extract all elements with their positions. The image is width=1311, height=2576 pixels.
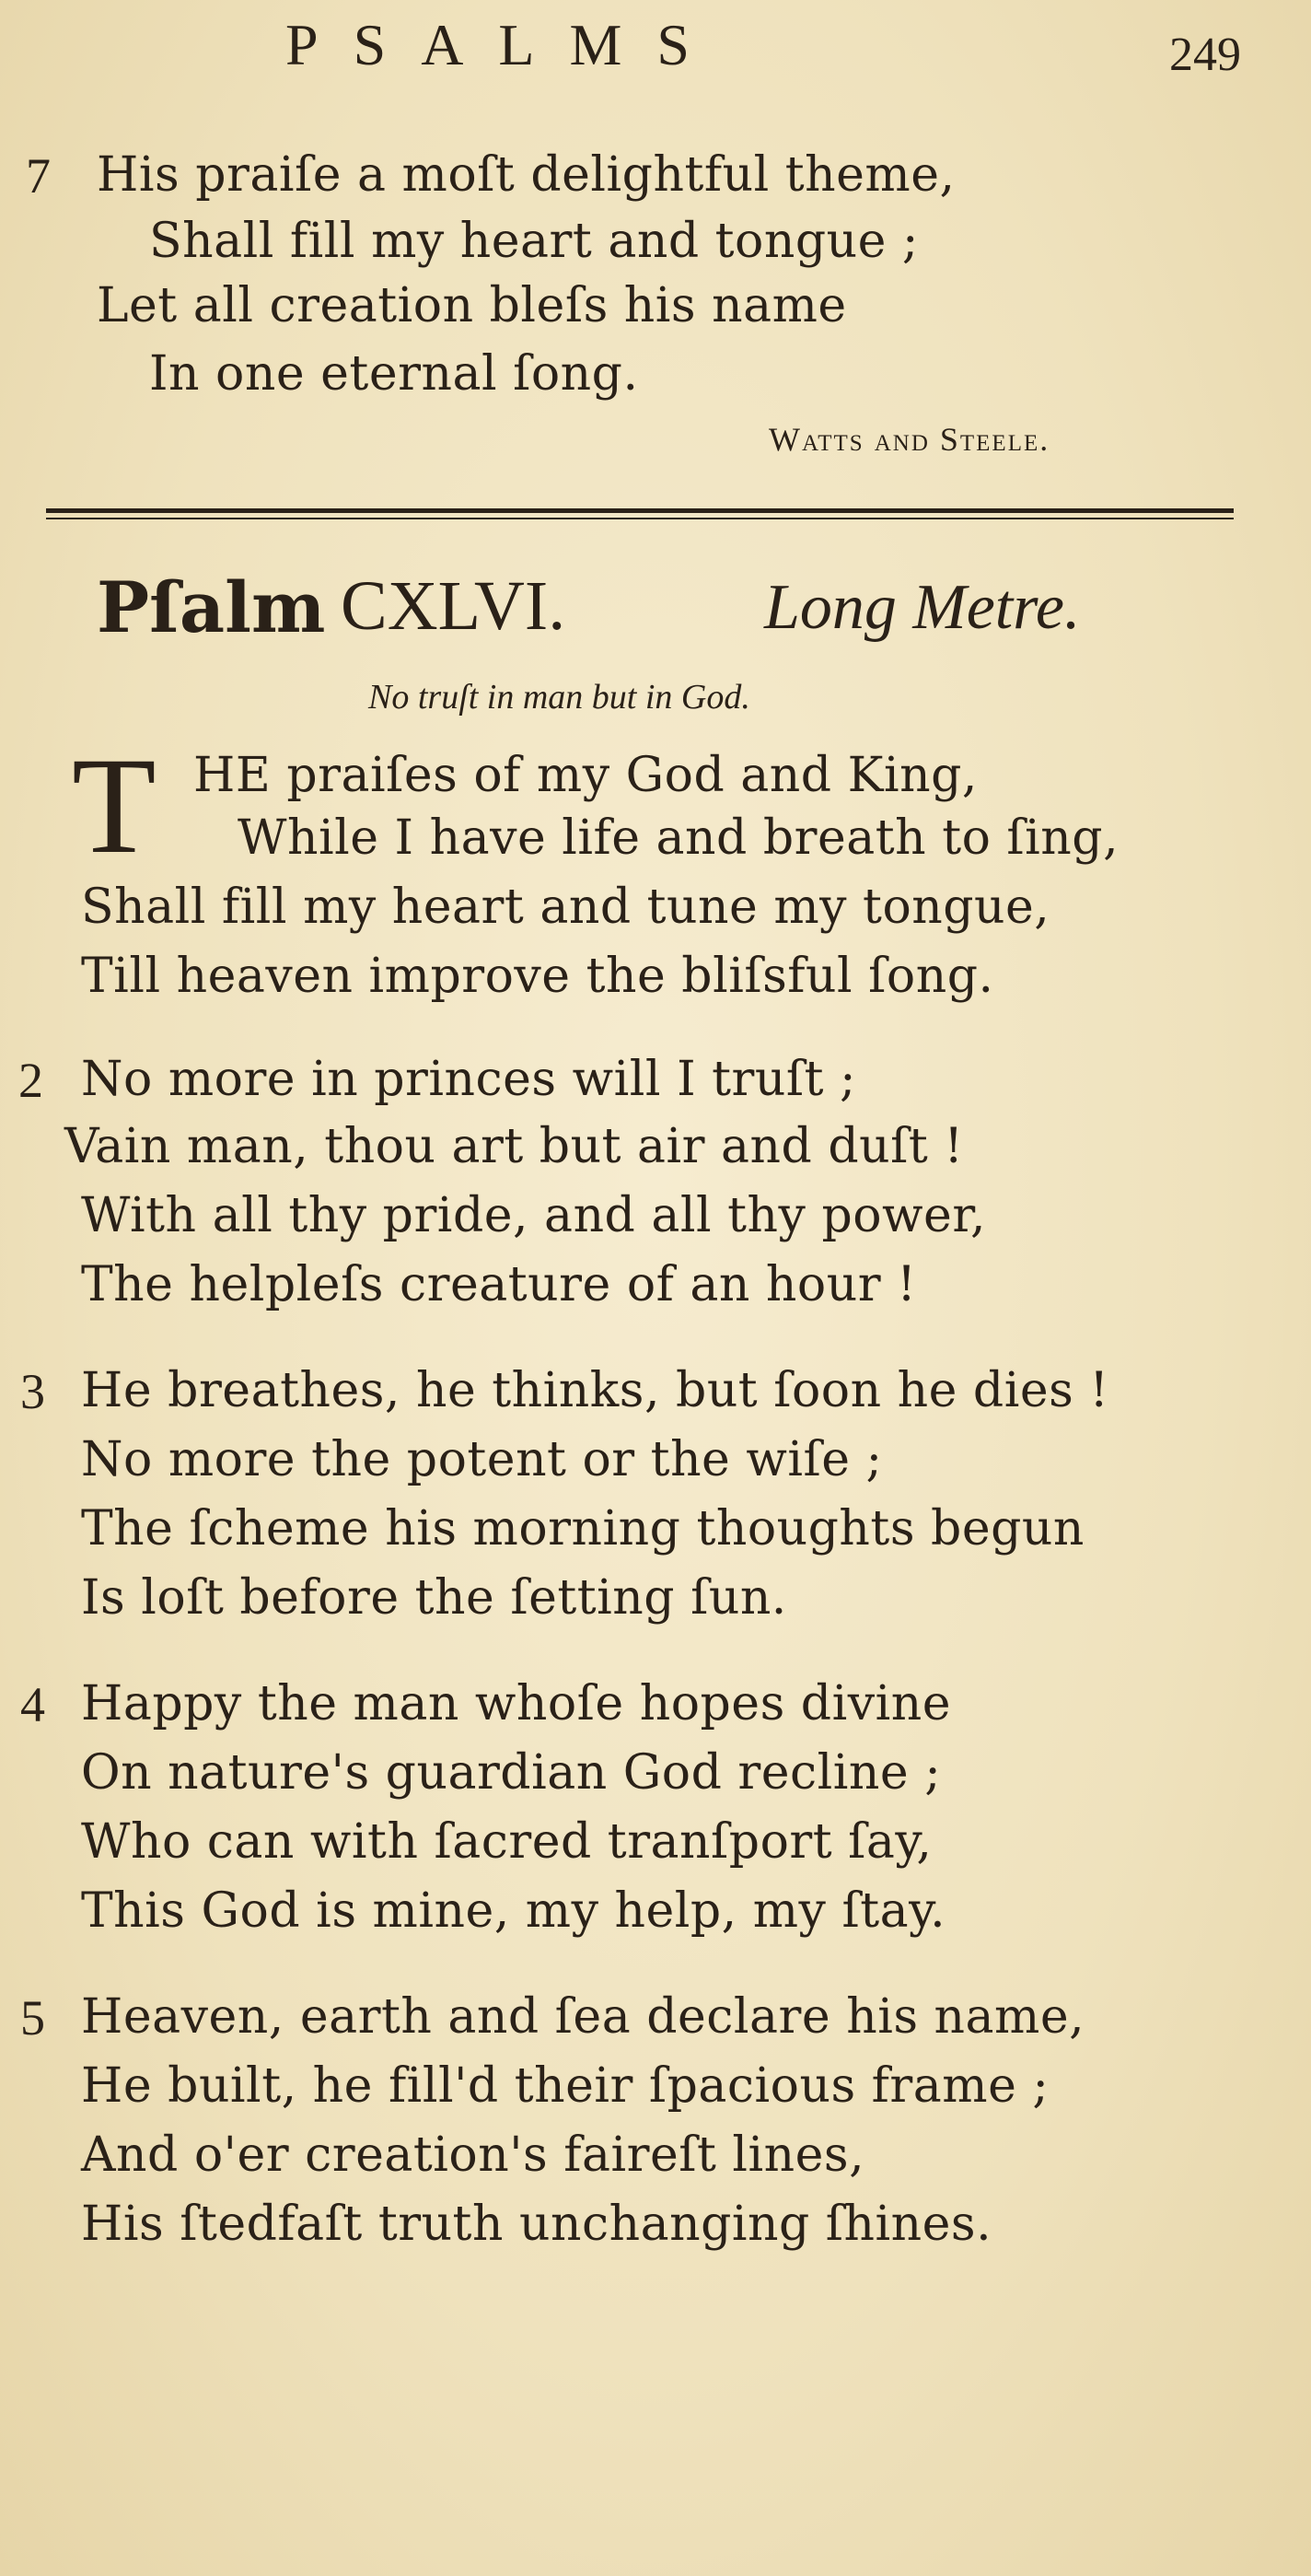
verse-line: He built, he fill'd their ſpacious frame ; [81, 2058, 1050, 2114]
verse-line: On nature's guardian God recline ; [81, 1745, 942, 1801]
psalm-number: CXLVI. [341, 567, 566, 645]
verse-number-3: 3 [20, 1364, 45, 1419]
verse-line: Vain man, thou art but air and duſt ! [64, 1119, 964, 1174]
psalm-subtitle: No truſt in man but in God. [368, 678, 750, 717]
section-divider [46, 508, 1234, 513]
running-title: PSALMS [285, 12, 725, 77]
verse-line: While I have life and breath to ſing, [238, 810, 1120, 866]
drop-cap: T [72, 729, 157, 882]
verse-line: Shall fill my heart and tongue ; [149, 214, 919, 269]
verse-line: HE praiſes of my God and King, [193, 748, 978, 803]
verse-number-5: 5 [20, 1990, 45, 2046]
verse-line: The ſcheme his morning thoughts begun [81, 1501, 1085, 1556]
verse-line: No more the potent or the wiſe ; [81, 1432, 883, 1487]
verse-line: His ſtedfaſt truth unchanging ſhines. [81, 2197, 992, 2252]
verse-number-7: 7 [26, 148, 51, 204]
verse-line: Happy the man whoſe hopes divine [81, 1676, 951, 1731]
verse-line: Is loſt before the ſetting ſun. [81, 1570, 787, 1626]
verse-line: This God is mine, my help, my ſtay. [81, 1883, 946, 1939]
verse-line: The helpleſs creature of an hour ! [81, 1257, 917, 1312]
verse-line: In one eternal ſong. [149, 346, 639, 402]
attribution: Watts and Steele. [769, 421, 1050, 458]
page-number: 249 [1169, 29, 1241, 81]
section-divider-thin [46, 518, 1234, 519]
verse-number-4: 4 [20, 1677, 45, 1732]
psalm-word: Pſalm [97, 566, 326, 648]
verse-line: Shall fill my heart and tune my tongue, [81, 880, 1050, 935]
verse-line: And o'er creation's faireſt lines, [81, 2127, 865, 2183]
verse-line: His praiſe a moſt delightful theme, [97, 147, 956, 203]
verse-line: Till heaven improve the bliſsful ſong. [81, 949, 994, 1004]
verse-line: Heaven, earth and ſea declare his name, [81, 1989, 1085, 2045]
verse-number-2: 2 [18, 1053, 43, 1108]
metre-label: Long Metre. [764, 572, 1081, 643]
verse-line: Who can with ſacred tranſport ſay, [81, 1814, 933, 1870]
verse-line: He breathes, he thinks, but ſoon he dies ! [81, 1363, 1109, 1418]
verse-line: Let all creation bleſs his name [97, 278, 847, 333]
verse-line: No more in princes will I truſt ; [81, 1052, 857, 1107]
verse-line: With all thy pride, and all thy power, [81, 1188, 987, 1243]
